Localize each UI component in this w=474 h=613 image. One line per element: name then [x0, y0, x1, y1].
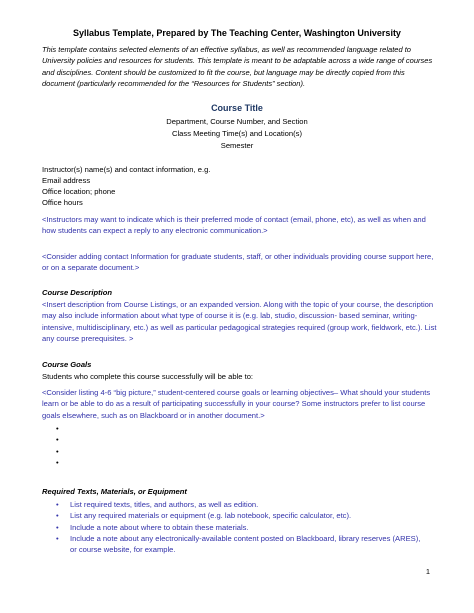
list-item	[56, 522, 428, 533]
texts-heading: Required Texts, Materials, or Equipment	[42, 487, 187, 496]
course-info-line: Department, Course Number, and Section	[166, 117, 308, 126]
list-item-text: Include a note about any electronically-available content posted on Blackboard, library reserves (ARES), or course website, for example.	[70, 533, 421, 555]
bullet-icon: •	[56, 457, 59, 467]
bullet-icon: •	[56, 435, 59, 445]
intro-paragraph: This template contains selected elements of an effective syllabus, as well as recommended language related to University policies and resources for students. This template is meant to be adaptable across a wide range of courses and disciplines. Content should be customized to fit the course, but language may be directly copied from this document (particularly recommended for the “Resources for Students” section).	[42, 45, 433, 89]
goals-text: <Consider listing 4-6 “big picture,” student-centered course goals or learning objectives– What should your students learn or be able to do as a result of participating successfully in your course? Some instructors prefer to list course goals elsewhere, such as on Blackboard or in another document.>	[42, 388, 431, 420]
course-info-line: Semester	[220, 141, 254, 150]
goals-heading: Course Goals	[42, 360, 92, 369]
course-title: Course Title	[211, 103, 263, 113]
list-item-text: Include a note about where to obtain these materials.	[70, 522, 249, 532]
instructor-line: Office hours	[42, 198, 83, 207]
document-title: Syllabus Template, Prepared by The Teaching Center, Washington University	[73, 28, 401, 38]
page-number: 1	[425, 567, 430, 576]
list-item	[56, 510, 428, 521]
grad-support-note: <Consider adding contact Information for graduate students, staff, or other individuals providing course support here, or on a separate document.>	[42, 252, 434, 273]
contact-note: <Instructors may want to indicate which is their preferred mode of contact (email, phone, etc), as well as when and how students can expect a reply to any electronic communication.>	[42, 215, 426, 236]
bullet-icon: •	[56, 522, 59, 532]
course-info-line: Class Meeting Time(s) and Location(s)	[172, 129, 302, 138]
instructor-line: Email address	[42, 176, 91, 185]
list-item-text: List any required materials or equipment (e.g. lab notebook, specific calculator, etc).	[70, 511, 352, 521]
bullet-icon: •	[56, 500, 59, 509]
list-item-text: List required texts, titles, and authors, as well as edition.	[70, 500, 259, 509]
goals-list	[56, 423, 70, 468]
bullet-icon: •	[56, 533, 59, 543]
texts-list	[56, 499, 428, 555]
list-item	[56, 457, 70, 468]
list-item	[56, 434, 70, 445]
list-item	[56, 533, 428, 556]
bullet-icon: •	[56, 511, 59, 521]
list-item	[56, 446, 70, 457]
bullet-icon: •	[56, 446, 59, 456]
list-item	[56, 423, 70, 434]
goals-intro: Students who complete this course successfully will be able to:	[42, 372, 254, 381]
instructor-line: Instructor(s) name(s) and contact information, e.g.	[42, 165, 211, 174]
instructor-line: Office location; phone	[42, 187, 116, 196]
description-text: <Insert description from Course Listings, or an expanded version. Along with the topic of your course, the description may also include information about what type of course it is (e.g. lab, studio, discussion- based seminar, writing-intensive, multidisciplinary, etc.) as well as particular pedagogical strategies required (group work, fieldwork, etc.). List any course prerequisites. >	[42, 300, 437, 343]
bullet-icon: •	[56, 424, 59, 433]
list-item	[56, 499, 428, 510]
description-heading: Course Description	[42, 288, 113, 297]
